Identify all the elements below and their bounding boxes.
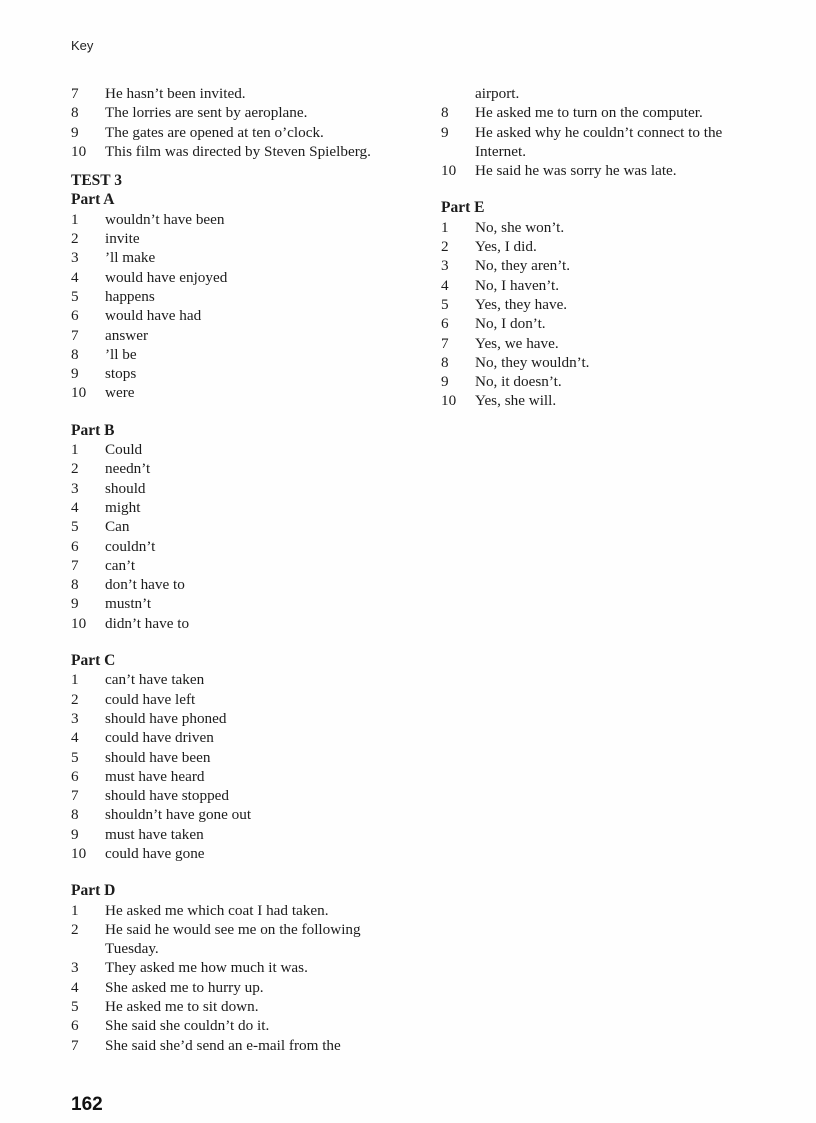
list-item: 3 ’ll make — [71, 249, 156, 267]
right-column — [441, 84, 786, 411]
list-item: 10 This film was directed by Steven Spielberg. — [71, 142, 371, 160]
list-item: 2 needn’t — [71, 460, 151, 478]
list-item: 1 can’t have taken — [71, 671, 205, 689]
list-item: 2 He said he would see me on the following — [71, 920, 361, 938]
list-item: 4 could have driven — [71, 729, 214, 747]
list-item: 9 He asked why he couldn’t connect to the — [441, 123, 723, 141]
list-item: 8 No, they wouldn’t. — [441, 353, 590, 371]
part-d-title: Part D — [71, 882, 116, 900]
list-item: 9 The gates are opened at ten o’clock. — [71, 123, 324, 141]
list-item: 10 were — [71, 384, 135, 402]
list-item: 1 No, she won’t. — [441, 218, 565, 236]
list-item: 5 should have been — [71, 748, 211, 766]
list-item: 3 should — [71, 479, 146, 497]
list-item: 9 No, it doesn’t. — [441, 373, 562, 391]
part-a-list — [71, 210, 421, 403]
list-item: 2 Yes, I did. — [441, 238, 537, 256]
list-item-continuation: airport. — [475, 85, 520, 102]
list-item: 7 can’t — [71, 556, 136, 574]
list-item: 8 ’ll be — [71, 345, 137, 363]
list-item: 7 Yes, we have. — [441, 334, 559, 352]
list-item: 3 No, they aren’t. — [441, 257, 571, 275]
list-item: 9 must have taken — [71, 825, 204, 843]
list-item: 8 The lorries are sent by aeroplane. — [71, 104, 308, 122]
list-item: 4 would have enjoyed — [71, 268, 228, 286]
list-item: 4 She asked me to hurry up. — [71, 978, 264, 996]
running-header: Key — [71, 38, 94, 53]
part-b-list — [71, 440, 421, 633]
part-b-title: Part B — [71, 421, 115, 439]
list-item: 7 She said she’d send an e-mail from the — [71, 1036, 341, 1054]
list-item: 6 She said she couldn’t do it. — [71, 1017, 270, 1035]
list-item: 10 didn’t have to — [71, 614, 190, 632]
list-item: 6 must have heard — [71, 767, 205, 785]
part-c-title: Part C — [71, 652, 116, 670]
part-a-title: Part A — [71, 191, 115, 209]
list-item: 10 could have gone — [71, 844, 205, 862]
list-item: 5 happens — [71, 287, 155, 305]
list-item: 9 stops — [71, 365, 137, 383]
list-item: 3 They asked me how much it was. — [71, 959, 308, 977]
page-number: 162 — [71, 1094, 103, 1115]
list-item: 10 He said he was sorry he was late. — [441, 162, 677, 180]
part-e-title: Part E — [441, 199, 485, 217]
continued-list — [71, 84, 421, 161]
part-c-list — [71, 670, 421, 863]
list-item: 6 would have had — [71, 307, 202, 325]
list-item: 8 He asked me to turn on the computer. — [441, 104, 703, 122]
list-item: 1 He asked me which coat I had taken. — [71, 901, 329, 919]
list-item: 5 Can — [71, 518, 130, 536]
list-item: 7 He hasn’t been invited. — [71, 85, 246, 102]
list-item: 5 He asked me to sit down. — [71, 998, 259, 1016]
list-item-continuation: Internet. — [475, 142, 527, 160]
test-title: TEST 3 — [71, 172, 122, 190]
list-item: 4 No, I haven’t. — [441, 276, 560, 294]
list-item: 2 invite — [71, 230, 140, 248]
part-d-continued-list — [441, 84, 786, 180]
list-item: 10 Yes, she will. — [441, 392, 557, 410]
part-d-list — [71, 901, 421, 1055]
section-spacer — [71, 633, 421, 651]
list-item: 6 No, I don’t. — [441, 315, 546, 333]
list-item: 8 shouldn’t have gone out — [71, 806, 252, 824]
list-item: 8 don’t have to — [71, 576, 185, 594]
list-item: 3 should have phoned — [71, 709, 227, 727]
section-spacer — [441, 180, 786, 198]
section-spacer — [71, 863, 421, 881]
list-item: 4 might — [71, 498, 141, 516]
list-item: 5 Yes, they have. — [441, 295, 568, 313]
left-column — [71, 84, 421, 1055]
list-item: 9 mustn’t — [71, 595, 152, 613]
list-item: 1 wouldn’t have been — [71, 210, 225, 228]
list-item: 1 Could — [71, 441, 143, 459]
list-item-continuation: Tuesday. — [105, 940, 159, 958]
list-item: 7 should have stopped — [71, 787, 230, 805]
part-e-list — [441, 218, 786, 411]
list-item: 7 answer — [71, 326, 149, 344]
section-spacer — [71, 403, 421, 421]
list-item: 6 couldn’t — [71, 537, 156, 555]
list-item: 2 could have left — [71, 690, 196, 708]
